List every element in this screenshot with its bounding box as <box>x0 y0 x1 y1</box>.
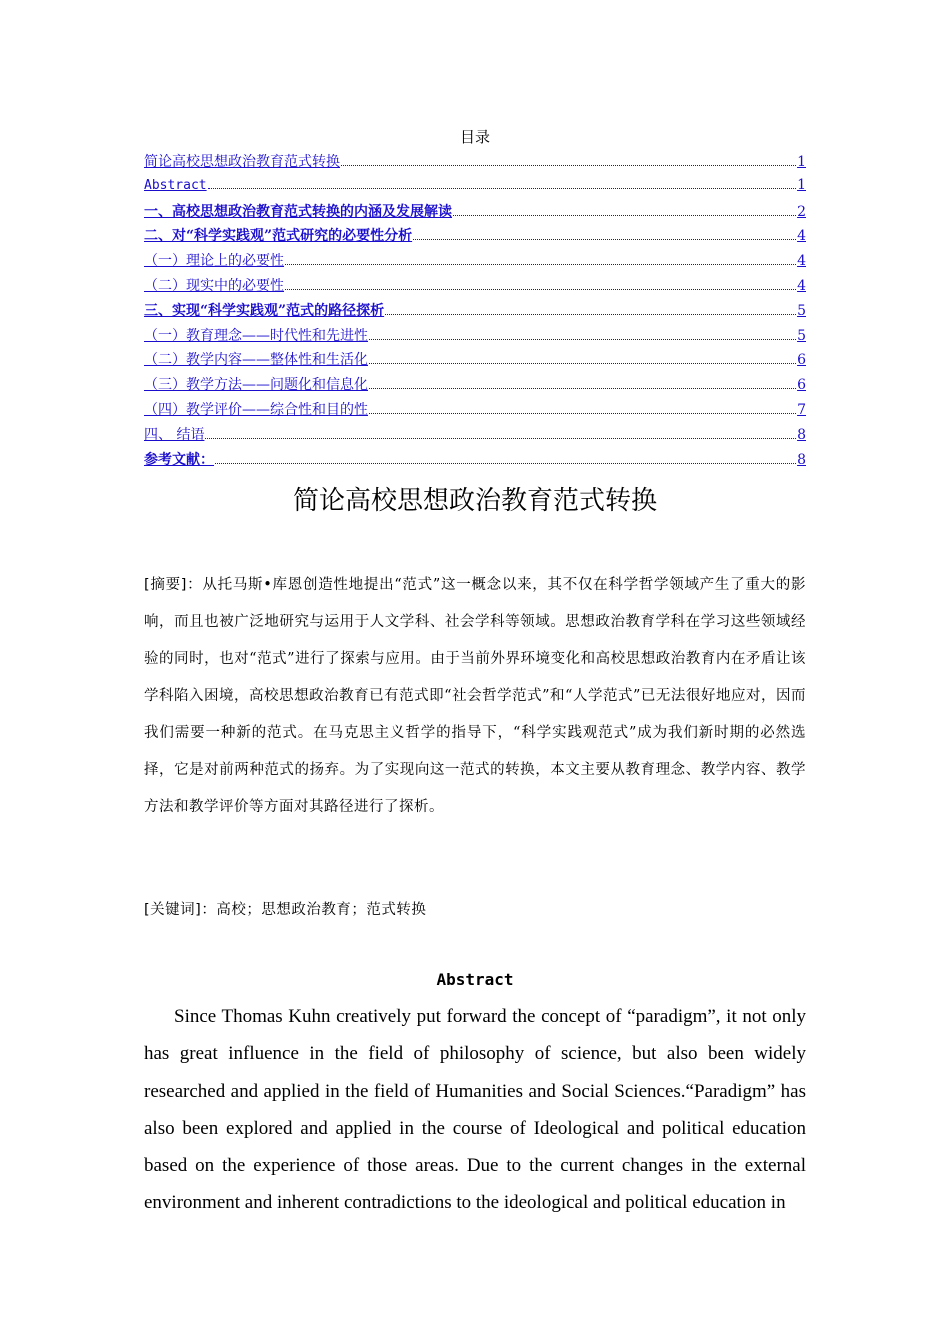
toc-link[interactable] <box>144 225 806 250</box>
toc-link[interactable] <box>144 449 806 474</box>
toc-link[interactable] <box>144 349 806 374</box>
toc-link-label: 一、高校思想政治教育范式转换的内涵及发展解读 <box>144 203 452 220</box>
keywords-text: ：高校；思想政治教育；范式转换 <box>201 902 427 918</box>
toc-page-number: 4 <box>797 277 806 294</box>
toc-link[interactable] <box>144 250 806 275</box>
toc-leader-dots <box>369 376 796 389</box>
toc-link-label: （一）理论上的必要性 <box>144 253 284 270</box>
toc-leader-dots <box>385 302 796 315</box>
toc-leader-dots <box>285 277 796 290</box>
toc-link[interactable] <box>144 374 806 399</box>
toc-link-label: （二）教学内容——整体性和生活化 <box>144 352 368 369</box>
toc-page-number: 8 <box>797 451 806 468</box>
toc-link-label: 简论高校思想政治教育范式转换 <box>144 154 340 170</box>
keywords-label: [关键词] <box>144 902 202 918</box>
toc-page-number: 5 <box>797 327 806 344</box>
toc-link[interactable] <box>144 325 806 350</box>
toc-link-label: （四）教学评价——综合性和目的性 <box>144 401 368 418</box>
toc-link[interactable] <box>144 424 806 449</box>
toc-leader-dots <box>369 351 796 364</box>
toc-page-number: 1 <box>797 154 806 170</box>
toc-leader-dots <box>285 252 796 265</box>
english-abstract-text: Since Thomas Kuhn creatively put forward the concept of “paradigm”, it not only has great influence in the field of philosophy of science, but also been widely researched and applied in the field of Humanities and Social Sciences.“Paradigm” has also been explored and applied in the course of Ideological and political education based on the experience of those areas. Due to the current changes in the external environment and inherent contradictions to the ideological and political education in <box>144 1006 806 1214</box>
toc-page-number: 5 <box>797 302 806 319</box>
toc-leader-dots <box>215 451 796 464</box>
toc-page-number: 6 <box>797 377 806 394</box>
toc-link-label: 二、对“科学实践观”范式研究的必要性分析 <box>144 228 413 245</box>
toc-link-label: 三、实现“科学实践观”范式的路径探析 <box>144 302 385 319</box>
toc-link[interactable] <box>144 300 806 325</box>
abstract-label: [摘要] <box>144 577 187 593</box>
toc-link[interactable] <box>144 399 806 424</box>
toc-page-number: 1 <box>797 176 806 193</box>
toc-link-label: Abstract <box>144 177 207 193</box>
document-title: 简论高校思想政治教育范式转换 <box>292 486 657 516</box>
toc-link[interactable] <box>144 151 806 176</box>
toc-leader-dots <box>453 203 796 216</box>
toc-page-number: 6 <box>797 352 806 369</box>
toc-page-number: 8 <box>797 426 806 443</box>
toc-page-number: 4 <box>797 253 806 270</box>
toc-link-label: （三）教学方法——问题化和信息化 <box>144 377 368 394</box>
toc-title: 目录 <box>459 128 490 146</box>
toc-leader-dots <box>413 227 796 240</box>
toc-leader-dots <box>341 153 796 166</box>
keywords-paragraph <box>144 898 806 919</box>
abstract-paragraph <box>144 567 806 826</box>
toc-link[interactable] <box>144 275 806 300</box>
toc-link-label: 四、 结语 <box>144 426 205 443</box>
toc-leader-dots <box>208 176 796 189</box>
toc-link[interactable] <box>144 201 806 226</box>
abstract-text: ：从托马斯•库恩创造性地提出“范式”这一概念以来，其不仅在科学哲学领域产生了重大的影响，而且也被广泛地研究与运用于人文学科、社会学科等领域。思想政治教育学科在学习这些领域经验的同时，也对“范式”进行了探索与应用。由于当前外界环境变化和高校思想政治教育内在矛盾让该学科陷入困境，高校思想政治教育已有范式即“社会哲学范式”和“人学范式”已无法很好地应对，因而我们需要一种新的范式。在马克思主义哲学的指导下，“科学实践观范式”成为我们新时期的必然选择，它是对前两种范式的扬弃。为了实现向这一范式的转换，本文主要从教育理念、教学内容、教学方法和教学评价等方面对其路径进行了探析。 <box>144 577 806 815</box>
toc-link-label: （一）教育理念——时代性和先进性 <box>144 327 368 344</box>
english-abstract-heading: Abstract <box>436 970 514 989</box>
table-of-contents <box>144 151 806 473</box>
toc-link-label: 参考文献： <box>144 451 214 468</box>
toc-leader-dots <box>369 401 796 414</box>
toc-link[interactable] <box>144 176 806 201</box>
toc-page-number: 7 <box>797 401 806 418</box>
toc-link-label: （二）现实中的必要性 <box>144 277 284 294</box>
toc-page-number: 4 <box>797 228 806 245</box>
toc-leader-dots <box>205 426 796 439</box>
toc-leader-dots <box>369 327 796 340</box>
toc-page-number: 2 <box>797 203 806 220</box>
